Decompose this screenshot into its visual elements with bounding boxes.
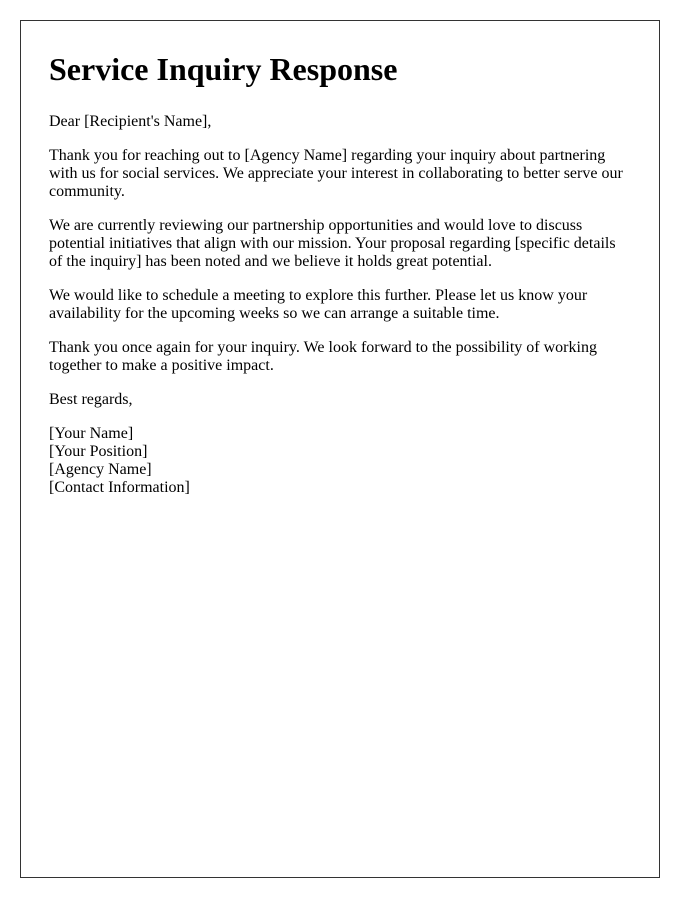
paragraph-thanks: Thank you once again for your inquiry. We look forward to the possibility of working together to make a positive impact. xyxy=(49,339,597,374)
signature-position: [Your Position] xyxy=(49,443,148,460)
signature-contact: [Contact Information] xyxy=(49,479,190,496)
signature-name: [Your Name] xyxy=(49,425,134,442)
paragraph-review: We are currently reviewing our partnership opportunities and would love to discuss potential initiatives that align with our mission. Your proposal regarding [specific details of the inquiry] has been noted and we believe it holds great potential. xyxy=(49,217,616,270)
salutation: Dear [Recipient's Name], xyxy=(49,113,212,130)
letter-page xyxy=(20,20,660,878)
closing: Best regards, xyxy=(49,391,133,408)
page-title: Service Inquiry Response xyxy=(49,51,398,87)
signature-agency: [Agency Name] xyxy=(49,461,152,478)
signature-block xyxy=(49,425,631,497)
paragraph-intro: Thank you for reaching out to [Agency Name] regarding your inquiry about partnering with us for social services. We appreciate your interest in collaborating to better serve our community. xyxy=(49,147,623,200)
paragraph-meeting: We would like to schedule a meeting to explore this further. Please let us know your availability for the upcoming weeks so we can arrange a suitable time. xyxy=(49,287,588,322)
